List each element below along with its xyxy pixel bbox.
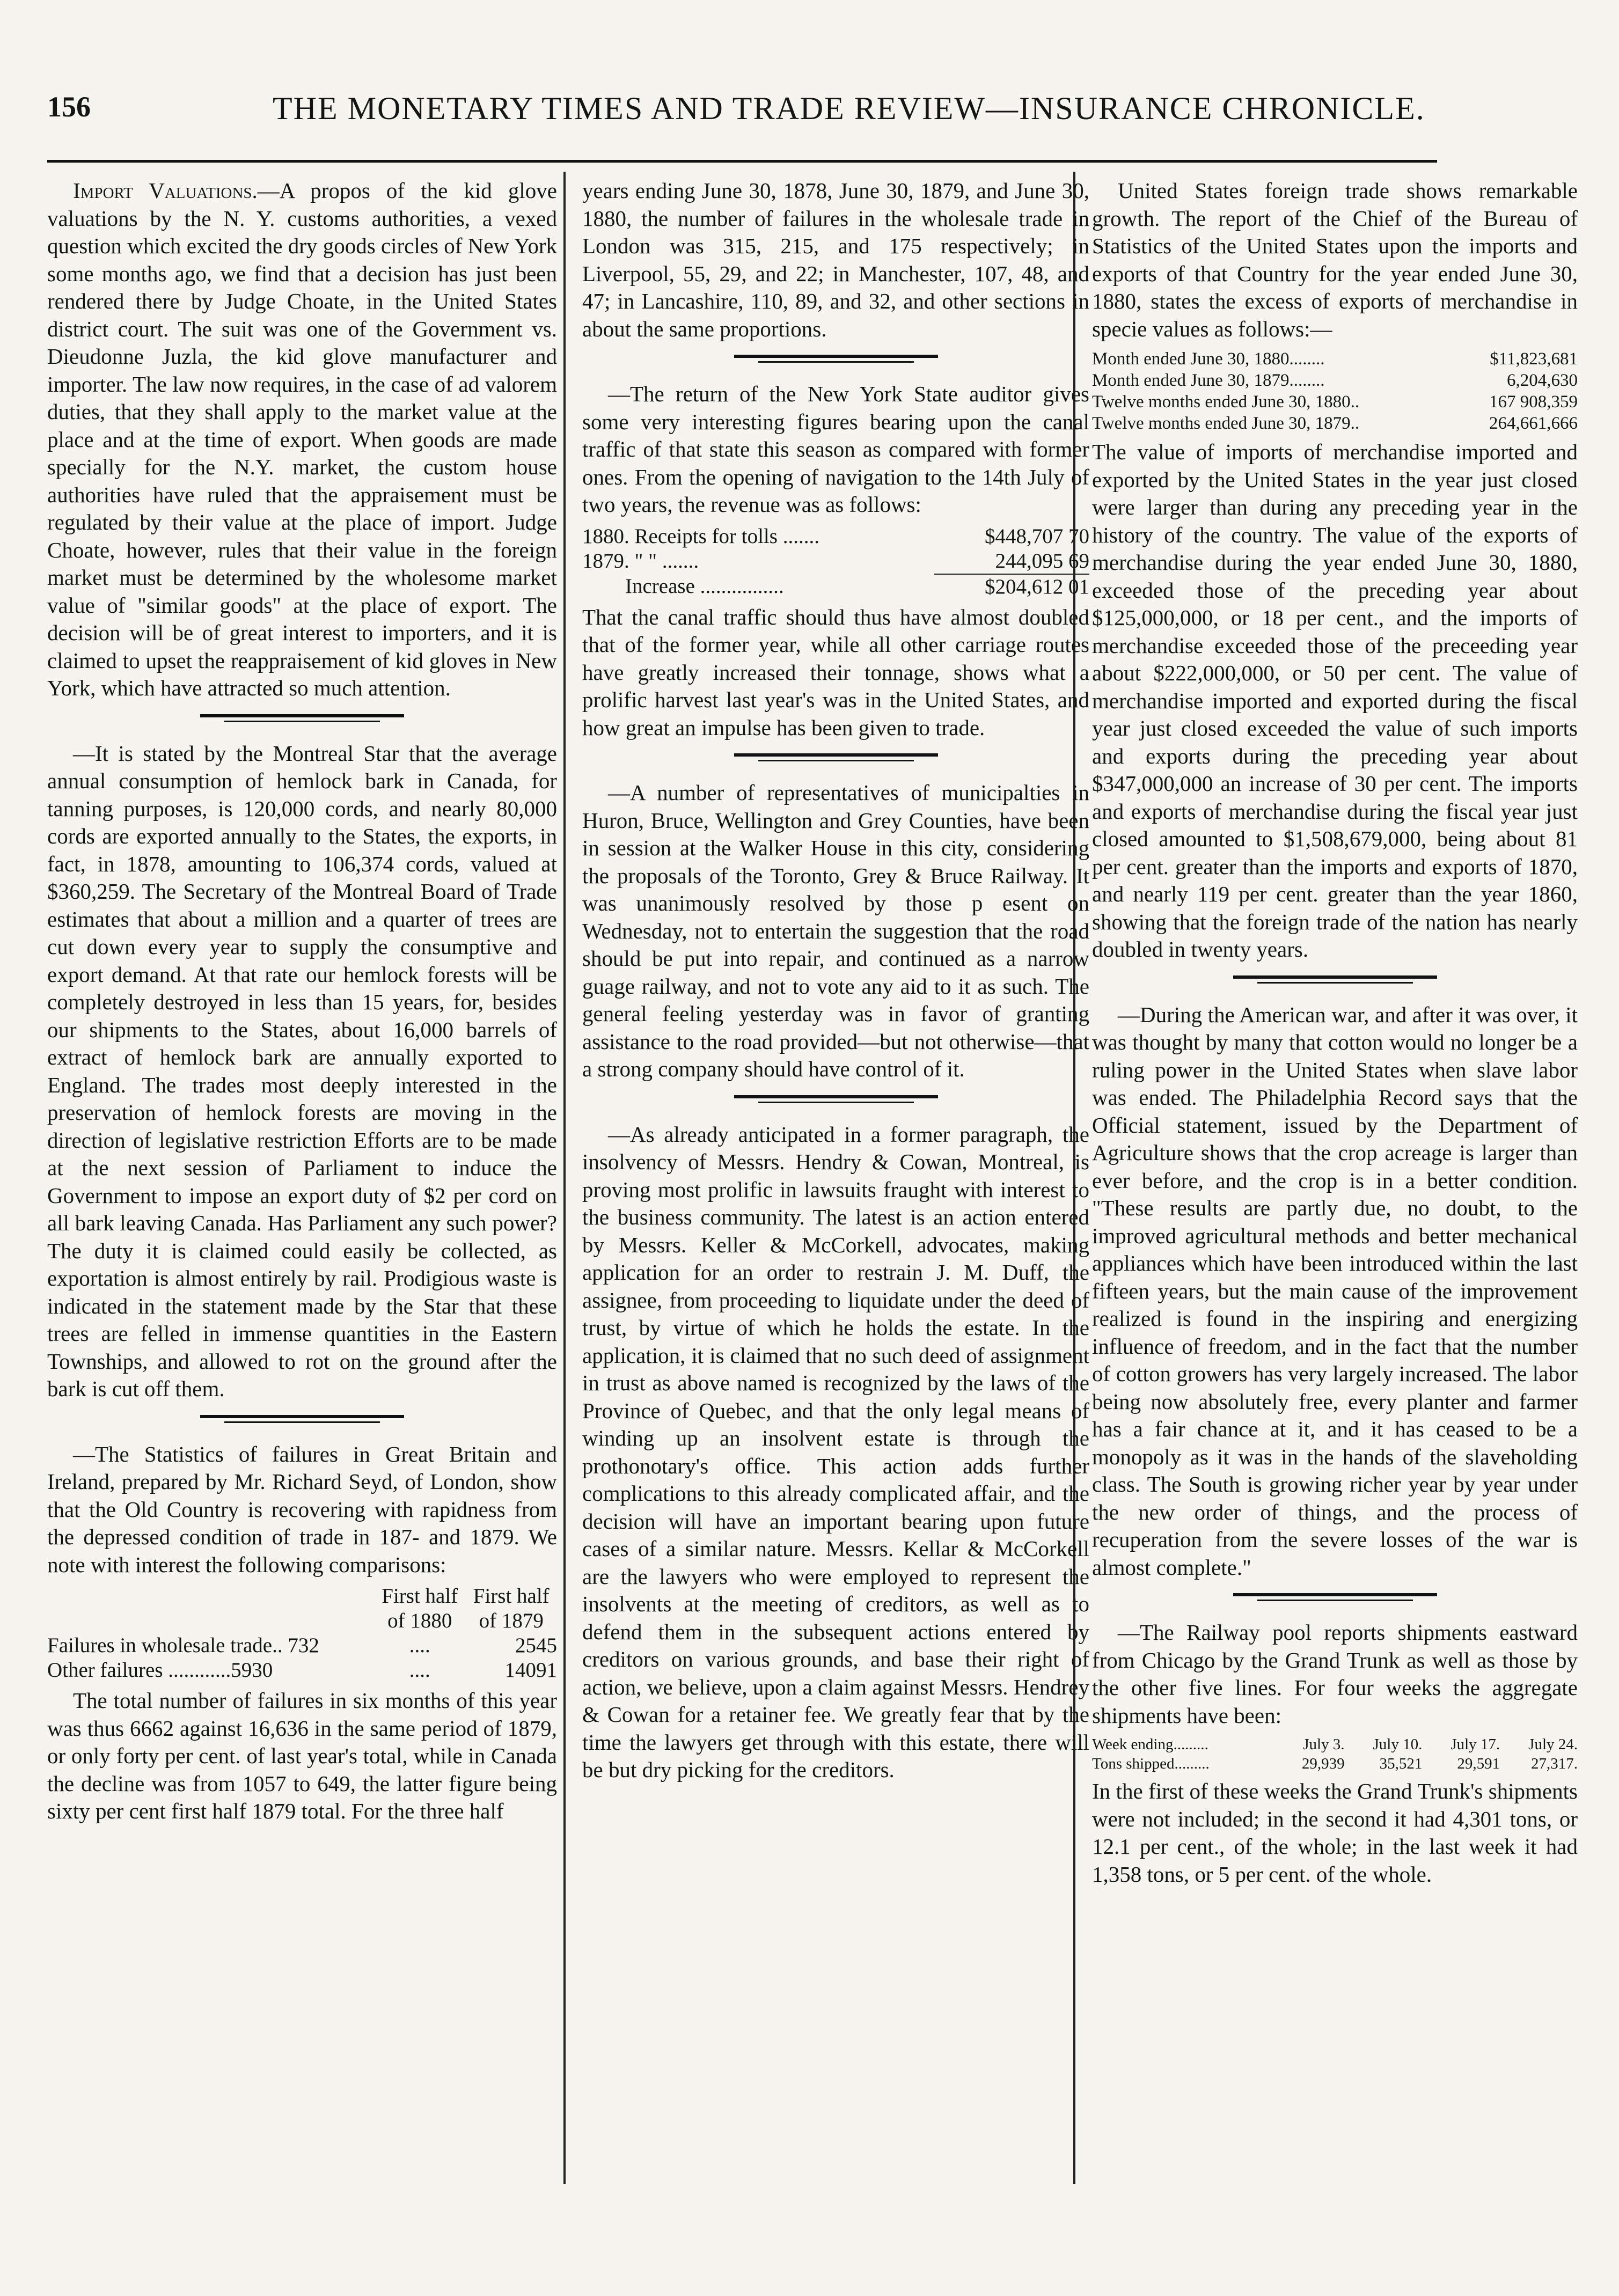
table-cell: 14091 [504,1659,557,1682]
table-row [1092,1735,1578,1754]
table-cell: 167 908,359 [1489,392,1578,412]
table-header: First half [473,1585,550,1608]
article-failures-statistics: —The Statistics of failures in Great Britain and Ireland, prepared by Mr. Richard Seyd, of London, show that the Old Country is recovering with rapidness from the depressed condition of trade in 187- and 1879. We note with interest the following comparisons: [47,1441,557,1577]
masthead-title: THE MONETARY TIMES AND TRADE REVIEW—INSURANCE CHRONICLE. [273,91,1425,126]
table-cell: July 24. [1528,1736,1578,1753]
article-text: —A propos of the kid glove valuations by the N. Y. customs authorities, a vexed question which excited the dry goods circles of New York some months ago, we find that a decision has just been rendered there by Judge Choate, in the United States district court. The suit was one of the Government vs. Dieudonne Juzla, the kid glove manufacturer and importer. The law now requires, in the case of ad valorem duties, that they shall apply to the market value at the place and at the time of export. When goods are made specially for the N.Y. market, the custom house authorities have ruled that the appraisement must be regulated by their value at the place of import. Judge Choate, however, rules that their value in the foreign market must be determined by the wholesome market value of "similar goods" at the place of export. The decision will be of great interest to importers, and it is claimed to upset the reappraisement of kid gloves in New York, which have attracted so much attention. [47,178,557,700]
article-text: In the first of these weeks the Grand Trunk's shipments were not included; in the second it had 4,301 tons, or 12.1 per cent., of the whole; in the last week it had 1,358 tons, or 5 per cent. of the whole. [1092,1779,1578,1887]
column-3 [1092,177,1578,1894]
article-hemlock-bark: —It is stated by the Montreal Star that the average annual consumption of hemlock bark in Canada, for tanning purposes, is 120,000 cords, and nearly 80,000 cords are exported annually to the States, the exports, in fact, in 1878, amounting to 106,374 cords, valued at $360,259. The Secretary of the Montreal Board of Trade estimates that about a million and a quarter of trees are cut down every year to supply the consumptive and export demand. At that rate our hemlock forests will be completely destroyed in less than 15 years, for, besides our shipments to the States, about 16,000 barrels of extract of hemlock bark are annually exported to England. The trades most deeply interested in the preservation of hemlock forests are moving in the direction of legislative restriction Efforts are to be made at the next session of Parliament to induce the Government to impose an export duty of $2 per cord on all bark leaving Canada. Has Parliament any such power? The duty it is claimed could easily be collected, as exportation is almost entirely by rail. Prodigious waste is indicated in the statement made by the Star that these trees are felled in immense quantities in the Eastern Townships, and allowed to rot on the ground after the bark is cut off them. [47,740,557,1401]
section-separator [734,1095,938,1105]
table-cell: Tons shipped......... [1092,1755,1210,1772]
table-row [1092,348,1578,370]
article-us-foreign-trade: United States foreign trade shows remarkable growth. The report of the Chief of the Bureau of Statistics of the United States upon the imports and exports of that Country for the year ended June 30, 1880, states the excess of exports of merchandise in specie values as follows:— [1092,178,1578,341]
shipments-table [1092,1735,1578,1773]
table-header: of 1880 [387,1609,452,1632]
table-cell: Month ended June 30, 1880........ [1092,349,1325,369]
page-number: 156 [47,91,91,123]
section-separator [200,714,404,724]
table-cell: Twelve months ended June 30, 1879.. [1092,414,1360,433]
table-row [582,524,1089,549]
article-text: The total number of failures in six months of this year was thus 6662 against 16,636 in the same period of 1879, or only forty per cent. of last year's total, while in Canada the decline was from 1057 to 649, the latter figure being sixty per cent first half 1879 total. For the three half [47,1688,557,1823]
table-cell: $204,612 01 [985,575,1089,598]
section-separator [200,1415,404,1425]
section-separator [1233,1593,1437,1603]
table-cell: July 17. [1450,1736,1500,1753]
article-cotton: —During the American war, and after it was over, it was thought by many that cotton would no longer be a ruling power in the United States when slave labor was ended. The Philadelphia Record says that the Official statement, issued by the Department of Agriculture shows that the crop acreage is larger than ever before, and the crop is in a better condition. "These results are partly due, no doubt, to the improved agricultural methods and better mechanical appliances which have been introduced within the last fifteen years, but the main cause of the improvement realized is found in the inspiring and energizing influence of freedom, and in the fact that the number of cotton growers has very largely increased. The labor being now absolutely free, every planter and farmer has a fair chance at it, and it has ceased to be a monopoly as it was in the hands of the slaveholding class. The South is growing richer year by year under the new order of things, and the process of recuperation from the severe losses of the war is almost complete." [1092,1002,1578,1580]
table-cell: Month ended June 30, 1879........ [1092,371,1325,390]
section-separator [1233,975,1437,985]
table-header: First half [382,1585,458,1608]
table-cell: Failures in wholesale trade.. 732 [47,1634,319,1657]
table-cell: 1880. Receipts for tolls ....... [582,524,819,548]
column-2 [582,177,1089,1789]
table-cell: .... [409,1634,430,1657]
table-row [47,1633,557,1658]
table-cell: .... [409,1659,430,1682]
table-cell: 2545 [515,1634,557,1657]
article-railway-municipalities: —A number of representatives of municipalties in Huron, Bruce, Wellington and Grey Counties, have been in session at the Walker House in this city, considering the proposals of the Toronto, Grey & Bruce Railway. It was unanimously resolved by those p esent on Wednesday, not to entertain the suggestion that the road should be put into repair, and continued as a narrow guage railway, and not to vote any aid to it as such. The general feeling yesterday was in favor of granting assistance to the road provided—but not otherwise—that a strong company should have control of it. [582,780,1089,1081]
table-row [1092,1754,1578,1773]
article-import-valuations [47,177,557,702]
table-cell: Twelve months ended June 30, 1880.. [1092,392,1360,412]
page-header [47,80,1485,156]
article-railway-pool: —The Railway pool reports shipments eastward from Chicago by the Grand Trunk as well as those by the other five lines. For four weeks the aggregate shipments have been: [1092,1620,1578,1728]
table-row [582,549,1089,574]
table-row [1092,370,1578,391]
table-row [47,1658,557,1683]
table-cell: July 3. [1303,1736,1345,1753]
table-cell: 6,204,630 [1507,371,1578,390]
table-cell: $448,707 70 [985,524,1089,548]
table-row [582,574,1089,599]
article-text: That the canal traffic should thus have almost doubled that of the former year, while all other carriage routes have greatly increased their tonnage, shows what a prolific harvest last year's was in the United States, and how great an impulse has been given to trade. [582,604,1089,740]
table-cell: July 10. [1373,1736,1423,1753]
article-canal-traffic: —The return of the New York State auditor gives some very interesting figures bearing upon the canal traffic of that state this season as compared with former ones. From the opening of navigation to the 14th July of two years, the revenue was as follows: [582,382,1089,517]
canal-revenue-table [582,524,1089,599]
table-cell: 27,317. [1531,1755,1578,1772]
table-cell: 29,591 [1457,1755,1500,1772]
trade-excess-table [1092,348,1578,434]
table-cell: Increase ................ [625,574,784,598]
section-separator [734,753,938,763]
table-cell: 264,661,666 [1489,414,1578,433]
table-cell: 35,521 [1379,1755,1423,1772]
column-1 [47,177,557,1831]
header-rule [47,160,1437,163]
article-text: The value of imports of merchandise imported and exported by the United States in the year just closed were larger than during any preceding year in the history of the country. The value of the exports of merchandise during the year ended June 30, 1880, exceeded those of the preceding year about $125,000,000, or 18 per cent., and the imports of merchandise exceeded those of the preceeding year about $222,000,000, or 50 per cent. The value of merchandise imported and exported during the fiscal year just closed exceeded the value of such imports and exports during the preceding year about $347,000,000 an increase of 30 per cent. The imports and exports of merchandise during the fiscal year just closed amounted to $1,508,679,000, being about 81 per cent. greater than the imports and exports of 1870, and nearly 119 per cent. greater than the year 1860, showing that the foreign trade of the nation has nearly doubled in twenty years. [1092,439,1578,962]
column-divider [563,172,566,2184]
table-cell: 244,095 69 [934,549,1089,574]
table-cell: Week ending......... [1092,1736,1208,1753]
failures-table [47,1584,557,1683]
article-continuation: years ending June 30, 1878, June 30, 1879, and June 30, 1880, the number of failures in the wholesale trade in London was 315, 215, and 175 respectively; in Liverpool, 55, 29, and 22; in Manchester, 107, 48, and 47; in Lancashire, 110, 89, and 32, and other sections in about the same proportions. [582,178,1089,341]
table-row [1092,413,1578,434]
article-hendry-cowan: —As already anticipated in a former paragraph, the insolvency of Messrs. Hendry & Cowan, Montreal, is proving most prolific in lawsuits fraught with interest to the business community. The latest is an action entered by Messrs. Keller & McCorkell, advocates, making application for an order to restrain J. M. Duff, the assignee, from proceeding to liquidate under the deed of trust, by virtue of which he holds the estate. In the application, it is claimed that no such deed of assignment in trust as above named is recognized by the laws of the Province of Quebec, and that the only legal means of winding up an insolvent estate is through the prothonotary's office. This action adds further complications to this already complicated affair, and the decision will have an important bearing upon future cases of a similar nature. Messrs. Kellar & McCorkell are the lawyers who were employed to represent the insolvents at the meeting of creditors, as well as to defend them in the subsequent actions entered by creditors on various grounds, and base their right of action, we believe, upon a claim against Messrs. Hendrey & Cowan for a retainer fee. We greatly fear that by the time the lawyers get through with this estate, there will be but dry picking for the creditors. [582,1121,1089,1782]
table-cell: Other failures ............5930 [47,1659,273,1682]
table-cell: $11,823,681 [1490,349,1578,369]
table-cell: 29,939 [1301,1755,1345,1772]
section-separator [734,355,938,364]
article-lead: Import Valuations. [73,178,258,203]
table-header: of 1879 [479,1609,544,1632]
table-cell: 1879. " " ....... [582,549,699,573]
table-row [1092,391,1578,413]
